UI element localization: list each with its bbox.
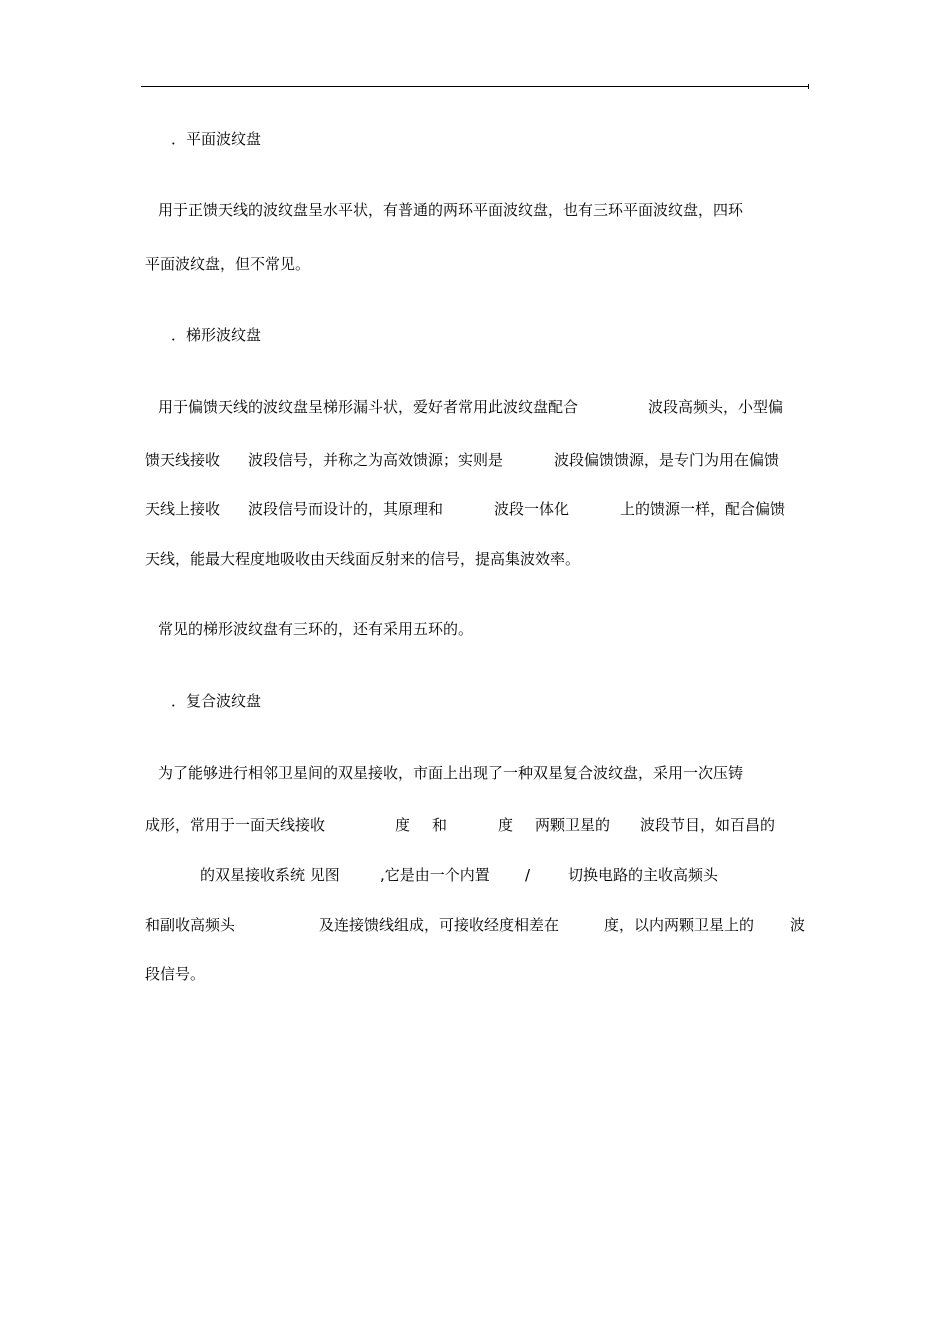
paragraph-line: 用于正馈天线的波纹盘呈水平状，有普通的两环平面波纹盘，也有三环平面波纹盘，四环 xyxy=(158,201,744,219)
paragraph-segment: 波段高频头，小型偏 xyxy=(648,398,784,416)
section-heading: ．梯形波纹盘 xyxy=(171,326,262,344)
section-heading: ．复合波纹盘 xyxy=(171,692,262,710)
header-rule xyxy=(141,86,809,87)
paragraph-segment: 波段节目，如百昌的 xyxy=(640,816,776,834)
paragraph-segment: 用于偏馈天线的波纹盘呈梯形漏斗状，爱好者常用此波纹盘配合 xyxy=(158,398,579,416)
paragraph-line: 平面波纹盘，但不常见。 xyxy=(145,255,311,273)
paragraph-line: 常见的梯形波纹盘有三环的，还有采用五环的。 xyxy=(158,620,474,638)
paragraph-segment: 度，以内两颗卫星上的 xyxy=(604,916,755,934)
paragraph-segment: 成形，常用于一面天线接收 xyxy=(145,816,326,834)
paragraph-segment: 馈天线接收 xyxy=(145,451,221,469)
paragraph-segment: / xyxy=(525,866,531,884)
paragraph-segment: 上的馈源一样，配合偏馈 xyxy=(620,500,786,518)
paragraph-segment: 及连接馈线组成，可接收经度相差在 xyxy=(319,916,560,934)
paragraph-segment: 波段信号而设计的，其原理和 xyxy=(248,500,444,518)
paragraph-line: 为了能够进行相邻卫星间的双星接收，市面上出现了一种双星复合波纹盘，采用一次压铸 xyxy=(158,764,744,782)
paragraph-segment: 和 xyxy=(432,816,448,834)
paragraph-line: 段信号。 xyxy=(145,965,206,983)
header-tick xyxy=(808,84,809,89)
paragraph-segment: 度 xyxy=(395,816,411,834)
paragraph-segment: 的双星接收系统 见图 xyxy=(200,866,340,884)
paragraph-line: 天线，能最大程度地吸收由天线面反射来的信号，提高集波效率。 xyxy=(145,550,581,568)
paragraph-segment: 波段偏馈馈源，是专门为用在偏馈 xyxy=(554,451,780,469)
paragraph-segment: 和副收高频头 xyxy=(145,916,236,934)
paragraph-segment: 两颗卫星的 xyxy=(535,816,611,834)
paragraph-segment: 切换电路的主收高频头 xyxy=(568,866,719,884)
paragraph-segment: ,它是由一个内置 xyxy=(380,866,490,884)
paragraph-segment: 天线上接收 xyxy=(145,500,221,518)
paragraph-segment: 度 xyxy=(498,816,514,834)
paragraph-segment: 波段一体化 xyxy=(494,500,570,518)
section-heading: ．平面波纹盘 xyxy=(171,130,262,148)
paragraph-segment: 波 xyxy=(790,916,806,934)
paragraph-segment: 波段信号，并称之为高效馈源；实则是 xyxy=(248,451,504,469)
